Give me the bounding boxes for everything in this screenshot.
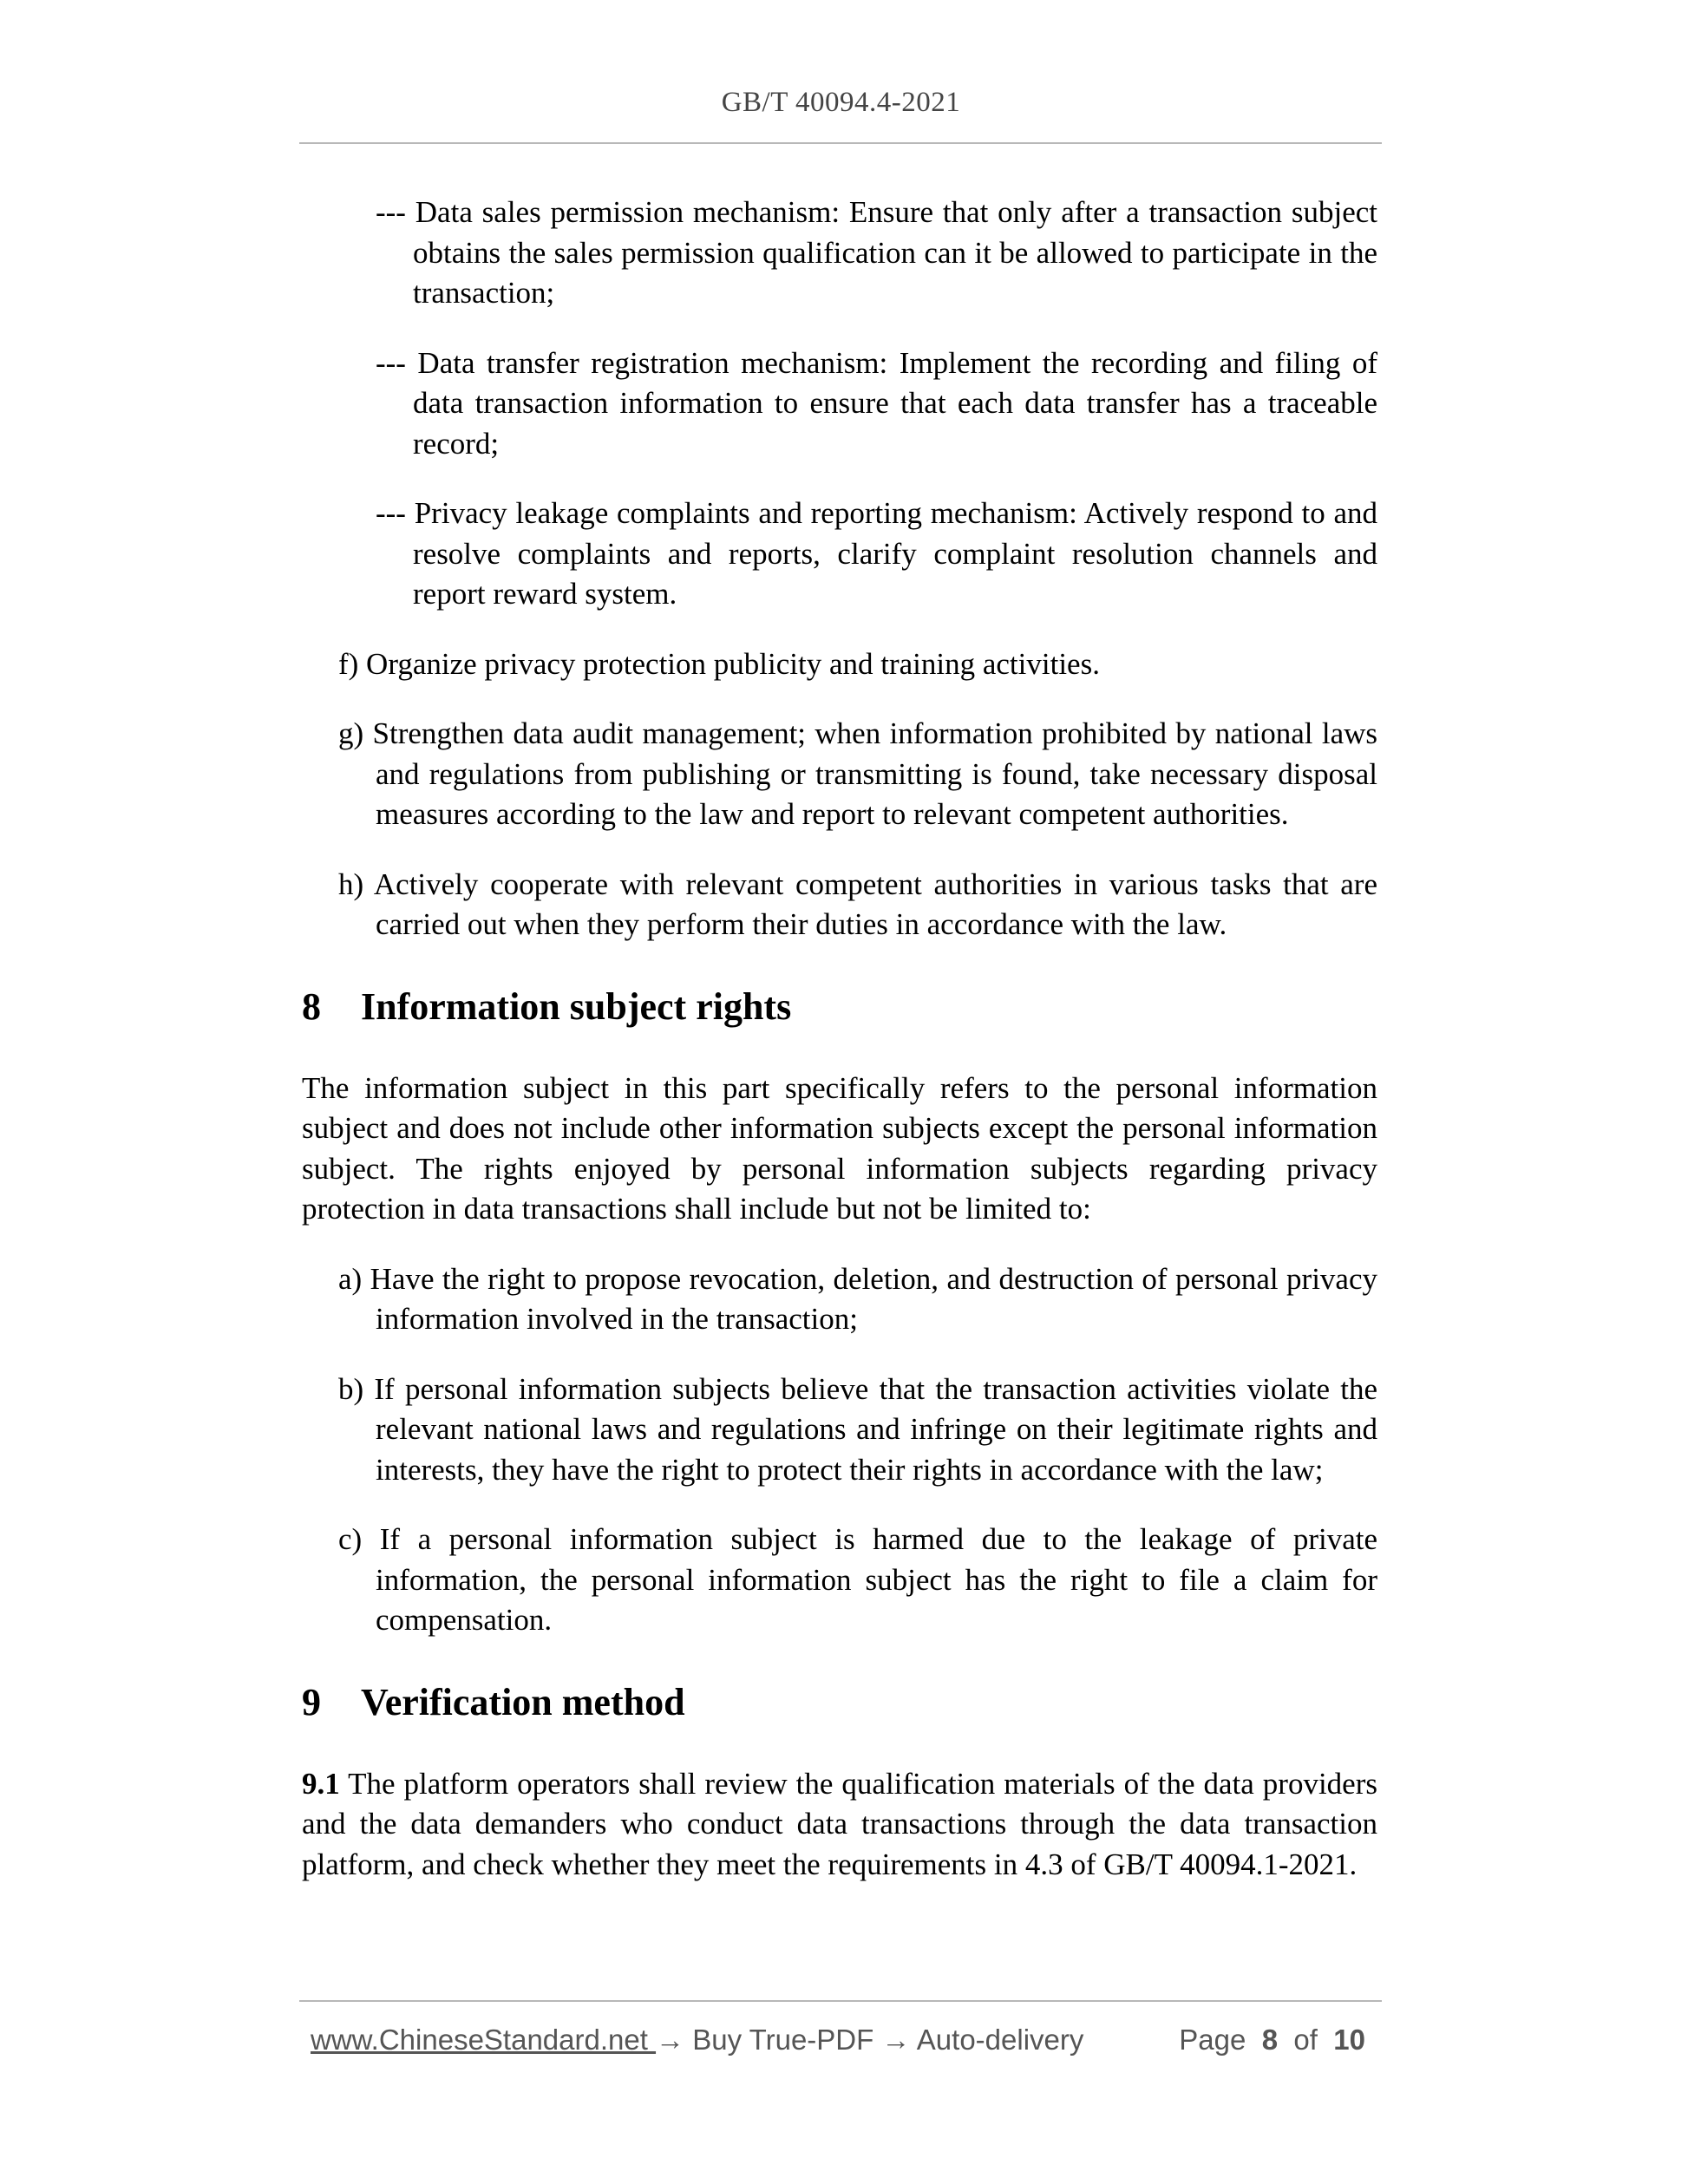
dash-item-transfer-registration: --- Data transfer registration mechanism: Implement the recording and filing of data transaction information to ensure that each data transfer has a traceable record; [376,345,1377,461]
list-item-c: c) If a personal information subject is harmed due to the leakage of private information, the personal information subject has the right to file a claim for compensation. [338,1522,1377,1637]
page-total: 10 [1333,2024,1365,2056]
section-title: Information subject rights [361,984,792,1028]
clause-text: The platform operators shall review the qualification materials of the data providers and the data demanders who conduct data transactions through the data transaction platform, and check whether they meet the requirements in 4.3 of GB/T 40094.1-2021. [302,1766,1377,1881]
section-title: Verification method [361,1680,685,1723]
page-label: Page [1179,2024,1246,2056]
header-divider [299,142,1382,144]
list-item-h: h) Actively cooperate with relevant competent authorities in various tasks that are carried out when they perform their duties in accordance with the law. [338,866,1377,941]
section-number: 8 [302,984,321,1028]
list-item-f: f) Organize privacy protection publicity and training activities. [338,646,1100,681]
of-label: of [1293,2024,1318,2056]
section-8-intro: The information subject in this part specifically refers to the personal information subject and does not include other information subjects except the personal information subject. The rights enjoyed by personal information subjects regarding privacy protection in data transactions shall include but not be limited to: [302,1070,1377,1226]
clause-9-1 [302,1764,1377,1886]
page-indicator [1179,2024,1365,2056]
page-number: 8 [1261,2024,1279,2056]
dash-item-privacy-complaints: --- Privacy leakage complaints and reporting mechanism: Actively respond to and resolve complaints and reports, clarify complaint resolution channels and report reward system. [376,496,1377,611]
dash-item-sales-permission: --- Data sales permission mechanism: Ensure that only after a transaction subject obtains the sales permission qualification can it be allowed to participate in the transaction; [376,195,1377,310]
footer-promo: → Buy True-PDF → Auto-delivery [656,2024,1084,2056]
section-8-heading [302,983,1377,1031]
section-number: 9 [302,1680,321,1723]
list-item-a: a) Have the right to propose revocation, deletion, and destruction of personal privacy information involved in the transaction; [338,1261,1377,1336]
clause-number: 9.1 [302,1766,340,1801]
page-footer [311,2024,1371,2056]
list-item-b: b) If personal information subjects believe that the transaction activities violate the relevant national laws and regulations and infringe on their legitimate rights and interests, they have the right to protect their rights in accordance with the law; [338,1371,1377,1487]
footer-divider [299,2000,1382,2002]
section-9-heading [302,1678,1377,1727]
list-item-g: g) Strengthen data audit management; when information prohibited by national laws and regulations from publishing or transmitting is found, take necessary disposal measures according to the law and report to relevant competent authorities. [338,716,1377,831]
document-body [302,193,1377,1914]
website-link[interactable]: www.ChineseStandard.net [311,2024,657,2056]
page-header: GB/T 40094.4-2021 [721,87,961,118]
